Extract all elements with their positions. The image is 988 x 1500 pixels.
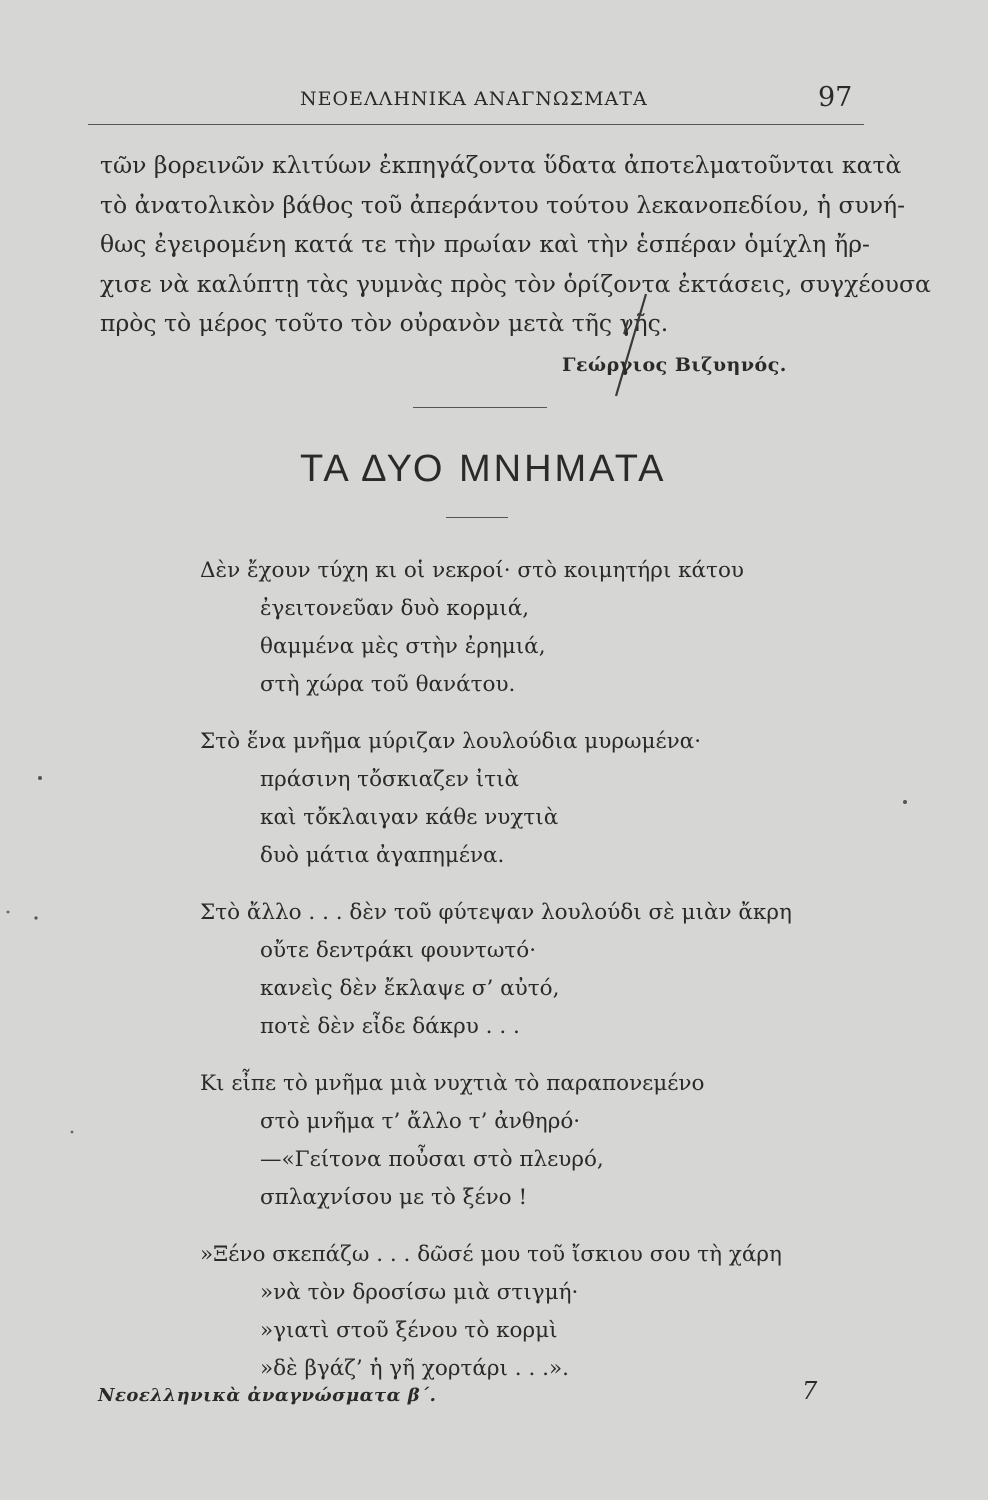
stanza <box>200 723 880 875</box>
verse-line: στὸ μνῆμα τ’ ἄλλο τ’ ἀνθηρό· <box>260 1109 581 1134</box>
section-separator <box>413 407 547 408</box>
verse-line: θαμμένα μὲς στὴν ἐρημιά, <box>260 634 546 659</box>
sheet-signature-mark: 7 <box>802 1377 818 1405</box>
poem-body <box>200 552 880 1407</box>
page-number: 97 <box>818 82 853 113</box>
verse-line: καὶ τὄκλαιγαν κάθε νυχτιὰ <box>260 805 559 830</box>
verse-line: »δὲ βγάζ’ ἡ γῆ χορτάρι . . .». <box>260 1356 569 1381</box>
verse-line: Στὸ ἄλλο . . . δὲν τοῦ φύτεψαν λουλούδι σὲ μιὰν ἄκρη <box>200 900 792 925</box>
verse-line: »γιατὶ στοῦ ξένου τὸ κορμὶ <box>260 1318 558 1343</box>
verse-line: πράσινη τὄσκιαζεν ἰτιὰ <box>260 767 520 792</box>
verse-line: ἐγειτονεῦαν δυὸ κορμιά, <box>260 596 530 621</box>
stanza <box>200 894 880 1046</box>
header-rule <box>88 124 864 125</box>
verse-line: Κι εἶπε τὸ μνῆμα μιὰ νυχτιὰ τὸ παραπονεμένο <box>200 1071 705 1096</box>
prose-line: θως ἐγειρομένη κατά τε τὴν πρωίαν καὶ τὴν ἑσπέραν ὁμίχλη ἤρ- <box>100 230 870 258</box>
pencil-mark-icon <box>598 290 658 400</box>
verse-line: ποτὲ δὲν εἶδε δάκρυ . . . <box>260 1014 520 1039</box>
verse-line: σπλαχνίσου με τὸ ξένο ! <box>260 1185 528 1210</box>
running-head: ΝΕΟΕΛΛΗΝΙΚΑ ΑΝΑΓΝΩΣΜΑΤΑ <box>300 88 648 110</box>
verse-line: οὔτε δεντράκι φουντωτό· <box>260 938 537 963</box>
verse-line: δυὸ μάτια ἀγαπημένα. <box>260 843 505 868</box>
verse-line: κανεὶς δὲν ἔκλαψε σ’ αὐτό, <box>260 976 560 1001</box>
title-separator <box>446 517 508 518</box>
author-signature: Γεώργιος Βιζυηνός. <box>562 354 787 376</box>
verse-line: —«Γείτονα ποὖσαι στὸ πλευρό, <box>260 1147 604 1172</box>
footer-signature: Νεοελληνικὰ ἀναγνώσματα β΄. <box>98 1385 437 1406</box>
verse-line: στὴ χώρα τοῦ θανάτου. <box>260 672 516 697</box>
stanza <box>200 1236 880 1388</box>
poem-title: ΤΑ ΔΥΟ ΜΝΗΜΑΤΑ <box>300 448 667 490</box>
verse-line: Δὲν ἔχουν τύχη κι οἱ νεκροί· στὸ κοιμητήρι κάτου <box>200 558 744 583</box>
prose-line: χισε νὰ καλύπτῃ τὰς γυμνὰς πρὸς τὸν ὁρίζοντα ἐκτάσεις, συγχέουσα <box>100 269 931 298</box>
verse-line: »Ξένο σκεπάζω . . . δῶσέ μου τοῦ ἴσκιου σου τὴ χάρη <box>200 1242 782 1267</box>
stanza <box>200 552 880 704</box>
stanza <box>200 1065 880 1217</box>
prose-line: πρὸς τὸ μέρος τοῦτο τὸν οὐρανὸν μετὰ τῆς γῆς. <box>100 309 669 337</box>
verse-line: Στὸ ἕνα μνῆμα μύριζαν λουλούδια μυρωμένα· <box>200 729 702 754</box>
verse-line: »νὰ τὸν δροσίσω μιὰ στιγμή· <box>260 1280 579 1305</box>
prose-line: τὸ ἀνατολικὸν βάθος τοῦ ἀπεράντου τούτου λεκανοπεδίου, ἡ συνή- <box>100 190 906 219</box>
prose-paragraph <box>100 146 931 344</box>
prose-line: τῶν βορεινῶν κλιτύων ἐκπηγάζοντα ὕδατα ἀποτελματοῦνται κατὰ <box>100 151 902 179</box>
